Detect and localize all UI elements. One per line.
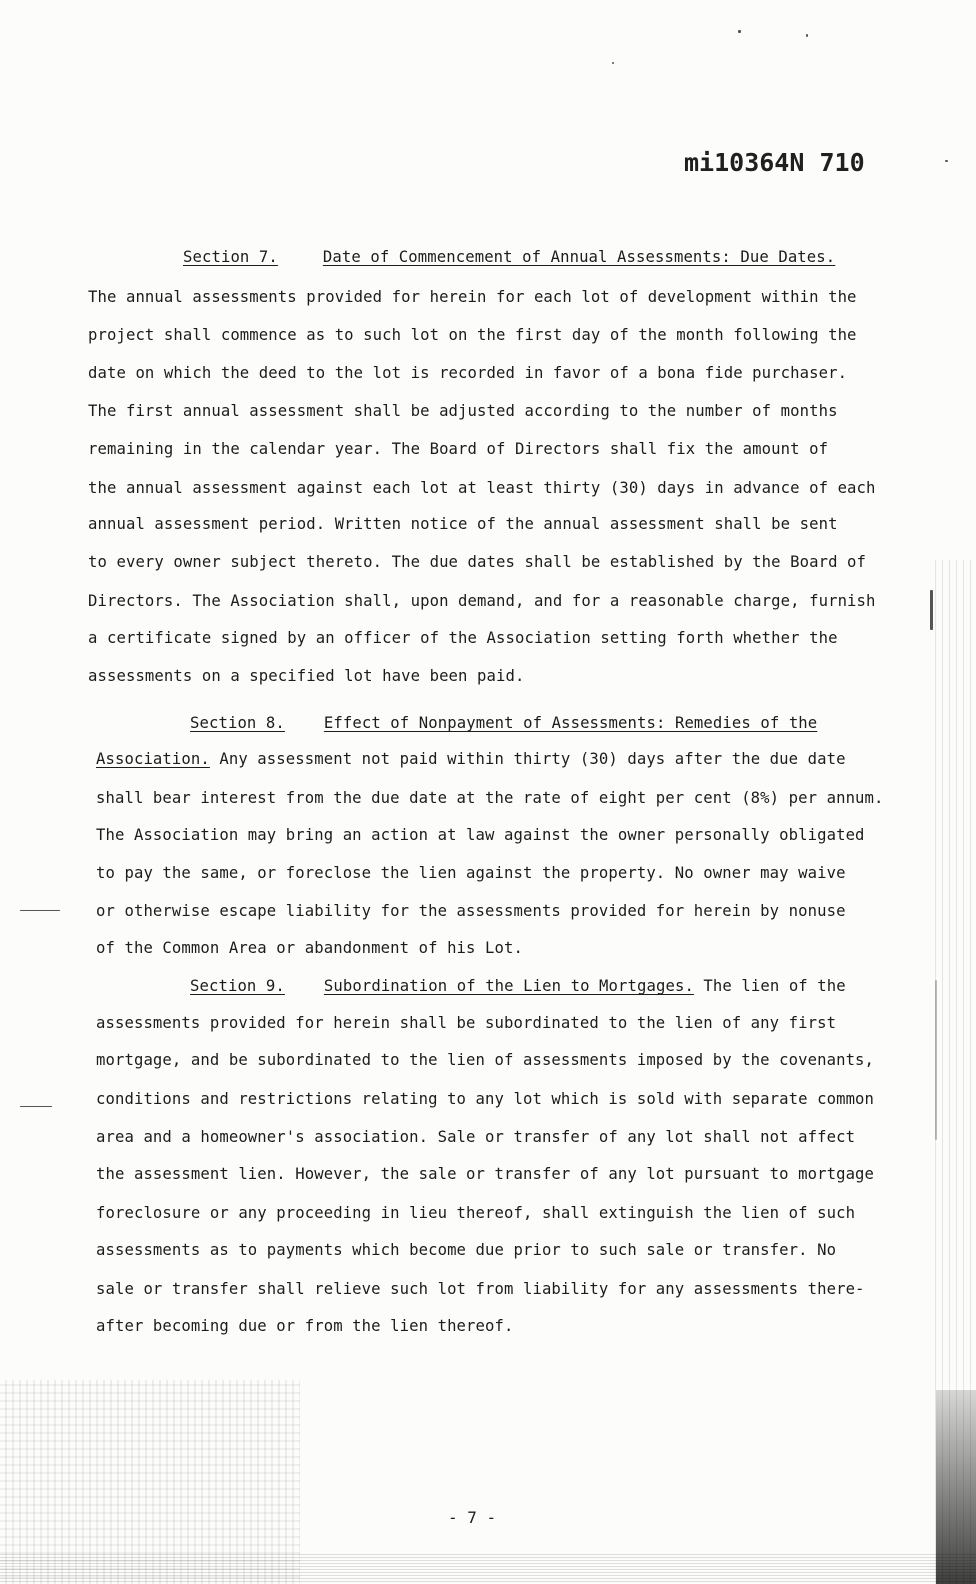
text-line: or otherwise escape liability for the assessments provided for herein by nonuse [96, 902, 846, 920]
text-line: the annual assessment against each lot at least thirty (30) days in advance of each [88, 479, 876, 497]
section-8-title: Effect of Nonpayment of Assessments: Remedies of the [323, 714, 818, 732]
scan-speck [20, 1106, 52, 1107]
section-8-heading [190, 714, 817, 732]
text-line: The first annual assessment shall be adjusted according to the number of months [88, 402, 838, 420]
text-line: date on which the deed to the lot is recorded in favor of a bona fide purchaser. [88, 364, 848, 382]
section-9-number: Section 9. [190, 977, 285, 995]
recording-number: mi10364N 710 [684, 148, 865, 177]
text-line: conditions and restrictions relating to any lot which is sold with separate common [96, 1090, 875, 1108]
text-line: The Association may bring an action at law against the owner personally obligated [96, 826, 865, 844]
text-line: project shall commence as to such lot on the first day of the month following the [88, 326, 857, 344]
text-line: a certificate signed by an officer of the Association setting forth whether the [88, 629, 838, 647]
text-line: foreclosure or any proceeding in lieu thereof, shall extinguish the lien of such [96, 1204, 856, 1222]
scan-edge-bottom [0, 1552, 976, 1584]
text-line: of the Common Area or abandonment of his Lot. [96, 939, 523, 957]
section-8-number: Section 8. [190, 714, 285, 732]
text-line: shall bear interest from the due date at the rate of eight per cent (8%) per annum. [96, 789, 884, 807]
text-line: mortgage, and be subordinated to the lien of assessments imposed by the covenants, [96, 1051, 875, 1069]
scan-speck [612, 62, 614, 64]
text-line: to pay the same, or foreclose the lien against the property. No owner may waive [96, 864, 846, 882]
text-line: annual assessment period. Written notice of the annual assessment shall be sent [88, 515, 838, 533]
text-line: to every owner subject thereto. The due dates shall be established by the Board of [88, 553, 867, 571]
section-8-title-cont: Association. [96, 750, 210, 768]
text-line: Directors. The Association shall, upon demand, and for a reasonable charge, furnish [88, 592, 876, 610]
text-line: assessments as to payments which become due prior to such sale or transfer. No [96, 1241, 837, 1259]
text-line: the assessment lien. However, the sale or transfer of any lot pursuant to mortgage [96, 1165, 875, 1183]
page-number: - 7 - [448, 1508, 497, 1527]
scan-speck [738, 30, 741, 33]
text-line: after becoming due or from the lien thereof. [96, 1317, 514, 1335]
scan-speck [945, 160, 948, 162]
scan-speck [935, 980, 937, 1140]
text-line: The annual assessments provided for herein for each lot of development within the [88, 288, 857, 306]
scan-speck [20, 910, 60, 911]
text-line: assessments on a specified lot have been paid. [88, 667, 525, 685]
text-line: assessments provided for herein shall be subordinated to the lien of any first [96, 1014, 837, 1032]
section-9-title: Subordination of the Lien to Mortgages. [323, 977, 694, 995]
section-9-heading [190, 977, 846, 995]
section-7-title: Date of Commencement of Annual Assessments: Due Dates. [322, 248, 836, 266]
section-8-line-1 [96, 750, 846, 768]
text-segment: Any assessment not paid within thirty (30) days after the due date [209, 750, 846, 768]
section-7-heading [183, 248, 835, 266]
text-line: sale or transfer shall relieve such lot from liability for any assessments there- [96, 1280, 865, 1298]
scan-speck [806, 34, 808, 37]
text-segment: The lien of the [693, 977, 846, 995]
text-line: remaining in the calendar year. The Board of Directors shall fix the amount of [88, 440, 829, 458]
scan-speck [930, 590, 933, 630]
section-7-number: Section 7. [183, 248, 278, 266]
text-line: area and a homeowner's association. Sale or transfer of any lot shall not affect [96, 1128, 856, 1146]
